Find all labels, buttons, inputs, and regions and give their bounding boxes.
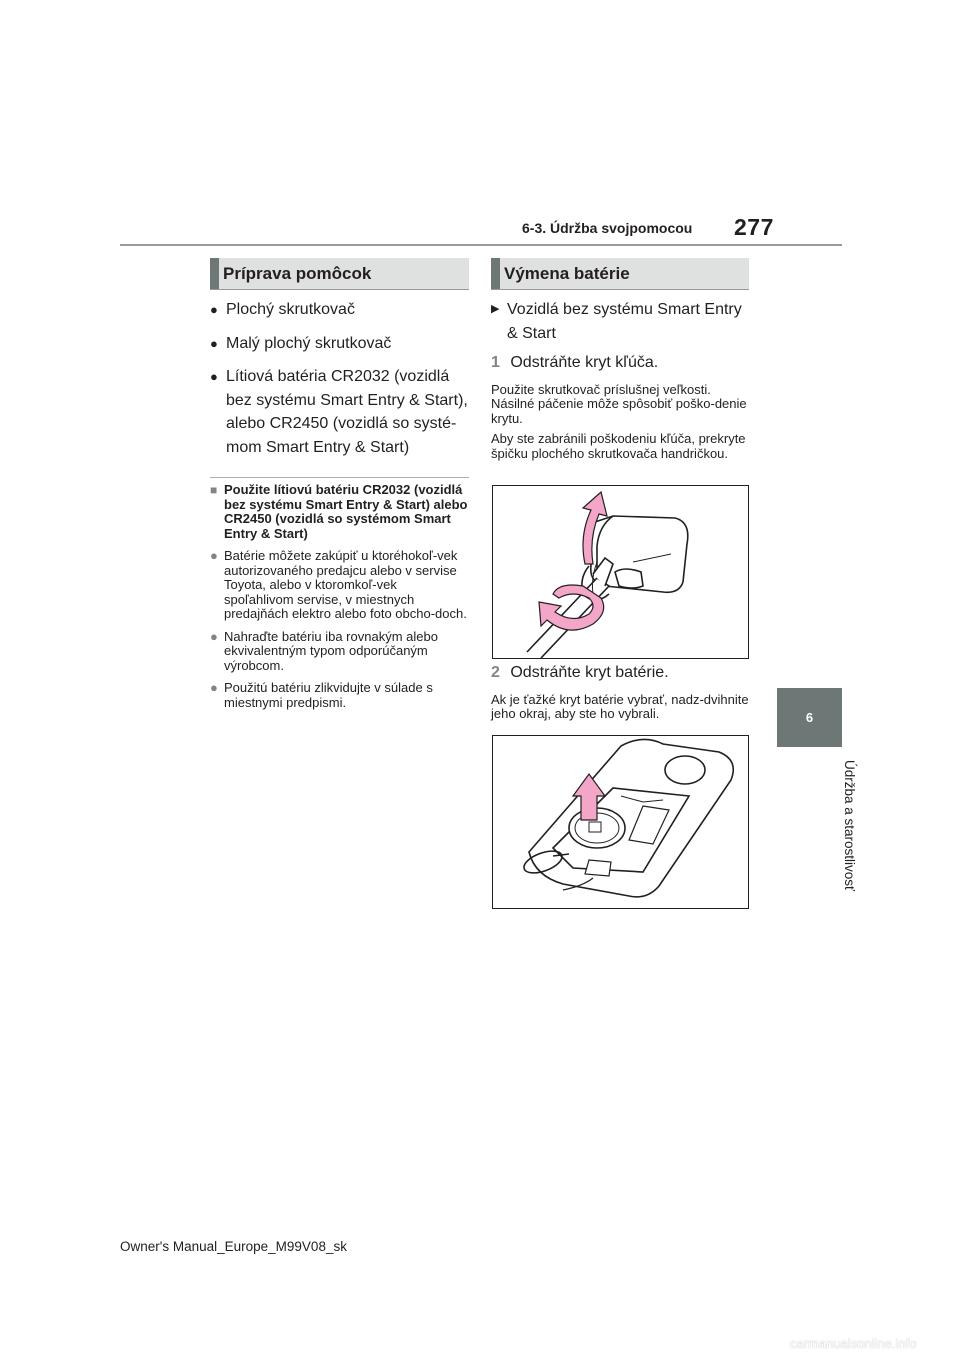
- bullet-icon: ●: [210, 680, 218, 695]
- step-1-paragraph: Aby ste zabránili poškodeniu kľúča, prekryte špičku plochého skrutkovača handričkou.: [491, 431, 746, 461]
- bullet-icon: ●: [210, 548, 218, 563]
- battery-cover-illustration: [493, 736, 748, 908]
- chapter-tab[interactable]: 6: [777, 688, 842, 747]
- heading-tools: Príprava pomôcok: [210, 258, 469, 289]
- condition-text: Vozidlá bez systému Smart Entry & Start: [507, 301, 742, 342]
- note-text: Nahraďte batériu iba rovnakým alebo ekvivalentným typom odporúčaným výrobcom.: [224, 628, 438, 673]
- list-item: [210, 332, 469, 356]
- condition-item: [491, 298, 749, 345]
- list-item: [210, 298, 469, 322]
- note-text: Použitú batériu zlikvidujte v súlade s miestnymi predpismi.: [224, 680, 433, 710]
- list-item-text: Malý plochý skrutkovač: [226, 334, 392, 352]
- step-2-number: 2: [491, 664, 500, 681]
- step-2-block: [491, 661, 749, 722]
- list-item: [210, 365, 469, 459]
- triangle-bullet-icon: ▶: [491, 303, 500, 315]
- bullet-icon: ●: [210, 302, 218, 317]
- bullet-icon: ●: [210, 369, 218, 384]
- note-heading: Použite lítiovú batériu CR2032 (vozidlá bez systému Smart Entry & Start) alebo CR2450 (vozidlá so systémom Smart Entry & Start): [224, 482, 468, 541]
- illustration-remove-key-cover: [492, 485, 749, 659]
- note-heading-block: [210, 483, 469, 541]
- key-cover-illustration: [493, 486, 748, 658]
- note-text: Batérie môžete zakúpiť u ktoréhokoľ-vek autorizovaného predajcu alebo v servise Toyota, alebo v ktoromkoľ-vek spoľahlivom servise, v miestnych predajňách elektro alebo foto obcho-doch.: [224, 548, 467, 621]
- step-2-paragraph: Ak je ťažké kryt batérie vybrať, nadz-dvihnite jeho okraj, aby ste ho vybrali.: [491, 691, 749, 721]
- list-item-text: Lítiová batéria CR2032 (vozidlá bez systému Smart Entry & Start), alebo CR2450 (vozidlá so systé-mom Smart Entry & Start): [226, 368, 468, 456]
- step-1-number: 1: [491, 354, 500, 371]
- step-2-text: Odstráňte kryt batérie.: [510, 664, 669, 681]
- heading-battery: Výmena batérie: [491, 258, 749, 289]
- list-item-text: Plochý skrutkovač: [226, 301, 355, 318]
- note-item: [210, 681, 469, 710]
- tools-list: [210, 298, 469, 459]
- page-number: 277: [734, 214, 774, 240]
- note-divider: [210, 477, 469, 478]
- header-rule: [120, 244, 842, 246]
- step-2: [491, 661, 749, 685]
- heading-tools-rule: [210, 289, 469, 290]
- square-bullet-icon: ■: [210, 483, 218, 497]
- step-1-text: Odstráňte kryt kľúča.: [510, 354, 659, 371]
- illustration-remove-battery-cover: [492, 735, 749, 909]
- section-title: 6-3. Údržba svojpomocou: [522, 220, 693, 236]
- bullet-icon: ●: [210, 335, 218, 351]
- step-1: [491, 351, 749, 375]
- left-column: [210, 258, 469, 710]
- heading-battery-rule: [491, 289, 749, 290]
- bullet-icon: ●: [210, 628, 218, 644]
- step-1-paragraph: Použite skrutkovač príslušnej veľkosti. Násilné páčenie môže spôsobiť poško-denie krytu.: [491, 381, 747, 426]
- note-item: [210, 549, 469, 622]
- manual-footer: Owner's Manual_Europe_M99V08_sk: [120, 1239, 347, 1254]
- watermark: carmanualsonline.info: [790, 1336, 917, 1351]
- right-column: [491, 258, 749, 461]
- chapter-label: Údržba a starostlivosť: [842, 760, 857, 892]
- note-item: [210, 630, 469, 674]
